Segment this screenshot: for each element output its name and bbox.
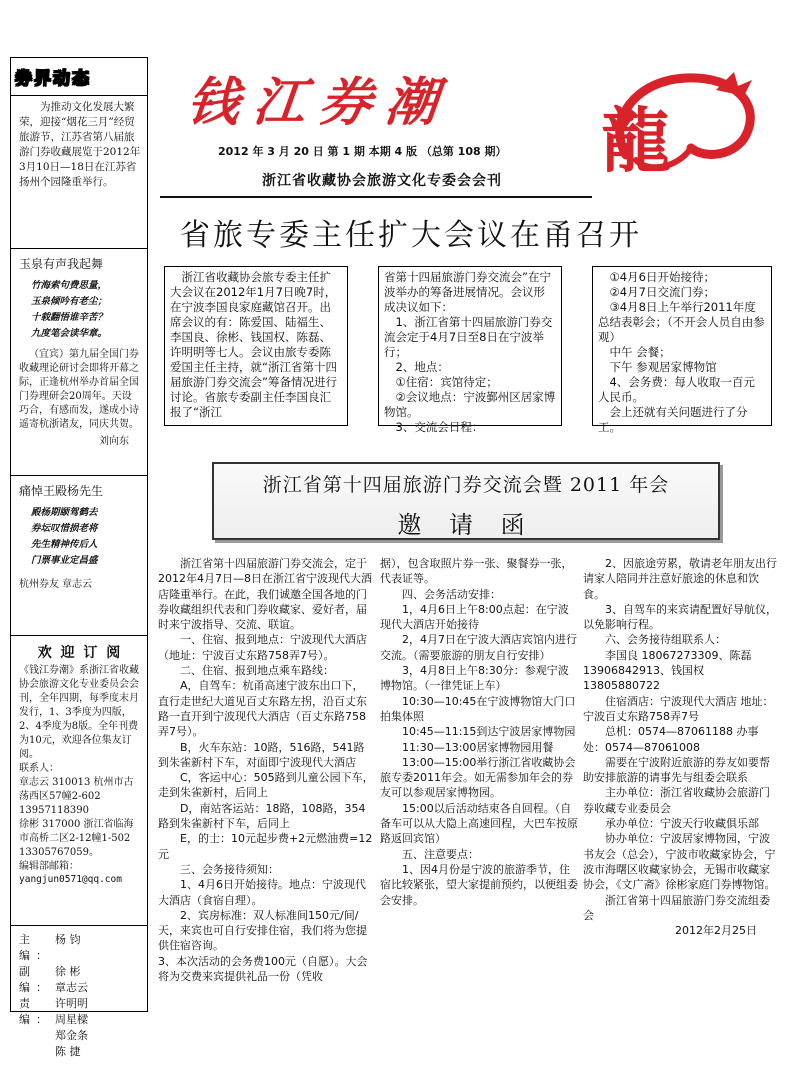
- poem-line: 九度笔会读华章。: [31, 328, 108, 339]
- staff-list: [11, 926, 147, 1066]
- poem-line: 门票事业定昌盛: [31, 555, 98, 566]
- poem-title: 痛悼王殿杨先生: [19, 484, 104, 498]
- poem-title: 玉泉有声我起舞: [19, 257, 104, 271]
- news-body: 为推动文化发展大繁荣，迎接“烟花三月”经贸旅游节，江苏省第八届旅游门券收藏展览于2012年3月10日—18日在江苏省扬州个园隆重举行。: [11, 96, 147, 249]
- poem-line: 先生精神传后人: [31, 539, 98, 550]
- body-column-2: 据），包含取照片券一张、聚餐券一张，代表证等。 四、会务活动安排： 1，4月6日上午8:00点起：在宁波现代大酒店开始接待 2，4月7日在宁波大酒店宾馆内进行交流。（需要旅游的朋友自行安排） 3，4月8日上午8:30分：参观宁波博物馆。（一律凭证上车） 10:30—10:45在宁波博物馆大门口拍集体照 10:45—11:15到达宁波居家博物园 11:30—13:00居家博物园用餐 13:00—15:00举行浙江省收藏协会旅专委2011年会。如无需参加年会的券友可以参观居家博物园。 15:00以后活动结束各自回程。（自备车可以从大隐上高速回程，大巴车按原路返回宾馆） 五、注意要点： 1、因4月份是宁波的旅游季节，住宿比较紧张，望大家提前预约，以便组委会安排。: [380, 557, 578, 907]
- poem-block-1: [11, 249, 147, 476]
- news-heading: 券界动态: [11, 58, 147, 96]
- sidebar: [10, 57, 148, 1058]
- subscribe-body: 《钱江券潮》系浙江省收藏协会旅游文化专业委员会会刊，全年四期，每季度末月发行，1、3季度为四版，2、4季度为8版。全年刊费为10元，欢迎各位集友订阅。: [19, 665, 139, 760]
- contact-label: 联系人：: [19, 763, 59, 774]
- masthead-subtitle: 浙江省收藏协会旅游文化专委会会刊: [262, 173, 502, 189]
- banner-title: 浙江省第十四届旅游门券交流会暨 2011 年会: [262, 474, 670, 496]
- contact-1: 章志云 310013 杭州市古荡西区57幢2-602 13957118390: [19, 777, 134, 816]
- article-text: 浙江省收藏协会旅专委主任扩大会议在2012年1月7日晚7时，在宁波李国良家庭藏馆召开。出席会议的有：陈爱国、陆福生、李国良、徐彬、钱国权、陈磊、许明明等七人。会议由旅专委陈爱国主任主持，就“浙江省第十四届旅游门券交流会”筹备情况进行讨论。省旅专委副主任李国良汇报了“浙江: [170, 270, 337, 419]
- subscribe-title: 欢 迎 订 阅: [37, 645, 123, 661]
- email-address[interactable]: yangjun0571@qq.com: [19, 874, 122, 885]
- poem-author: 刘向东: [99, 436, 129, 447]
- masthead-rule: [160, 196, 592, 198]
- email-label: 编辑部邮箱：: [19, 861, 79, 872]
- poem-line: 竹海索句费思量，: [31, 280, 108, 291]
- body-column-3: 2、因旅途劳累，敬请老年朋友出行请家人陪同并注意好旅途的休息和饮食。 3、自驾车的来宾请配置好导航仪，以免影响行程。 六、会务接待组联系人： 李国良 18067273309、陈磊 13906842913、钱国权 13805880722 住宿酒店：宁波现代大酒店 地址：宁波百丈东路758弄7号 总机：0574—87061188 办事处：0574—87061008 需要在宁波附近旅游的券友如要帮助安排旅游的请事先与组委会联系 主办单位：浙江省收藏协会旅游门券收藏专业委员会 承办单位：宁波天行收藏俱乐部 协办单位：宁波居家博物园，宁波书友会（总会），宁波市收藏家协会，宁波市海曙区收藏家协会，无锡市收藏家协会，《文广斋》徐彬家庭门券博物馆。 浙江省第十四届旅游门券交流组委会 2012年2月25日: [583, 557, 777, 938]
- poem-line: 券坛叹惜损老将: [31, 523, 98, 534]
- banner-subtitle: 邀 请 函: [397, 511, 535, 539]
- poem-author: 杭州券友 章志云: [19, 579, 93, 590]
- dragon-character: 龍: [601, 99, 671, 182]
- body-column-1: 浙江省第十四届旅游门券交流会，定于2012年4月7日—8日在浙江省宁波现代大酒店隆重举行。在此，我们诚邀全国各地的门券收藏组织代表和门券收藏家、爱好者，届时来宁波指导、交流、联谊。 一、住宿、报到地点：宁波现代大酒店（地址：宁波百丈东路758弄7号）。 二、住宿、报到地点乘车路线： A，自驾车：杭甬高速宁波东出口下，直行走世纪大道见百丈东路左拐，沿百丈东路一直开到宁波现代大酒店（百丈东路758弄7号）。 B，火车东站：10路，516路，541路到朱雀新村下车，对面即宁波现代大酒店 C，客运中心：505路到儿童公园下车，走到朱雀新村，后同上 D，南站客运站：18路，108路，354路到朱雀新村下车，后同上 E，的士：10元起步费+2元燃油费=12元 三、会务接待须知： 1、4月6日开始接待。地点：宁波现代大酒店（食宿自理）。 2、宾房标准：双人标准间150元/间/天，来宾也可自行安排住宿，我们将为您提供住宿咨询。 3、本次活动的会务费100元（自愿）。大会将为交费来宾提供礼品一份（凭收: [158, 557, 374, 984]
- staff-row: 副 编： 徐 彬 章志云: [19, 965, 88, 994]
- invitation-banner: [212, 462, 720, 540]
- staff-row: 主 编： 杨 钧: [19, 933, 81, 962]
- poem-line: 殿杨期颐驾鹤去: [31, 507, 98, 518]
- staff-row: 责 编： 许明明 周星樑 郑金条 陈 捷: [19, 997, 88, 1058]
- poem-note: （宜宾）第九届全国门券收藏理论研讨会即将开幕之际，正逢杭州举办首届全国门券理研会20周年。天设巧合，有感而发，遂成小诗遥寄杭浙诸友，同庆共贺。: [19, 349, 139, 430]
- poem-line: 玉泉倾吟有老尘；: [31, 296, 108, 307]
- article-box-2: 省第十四届旅游门券交流会”在宁波举办的筹备进展情况。会议形成决议如下： 1、浙江省第十四届旅游门券交流会定于4月7日至8日在宁波举行； 2、地点： ①住宿：宾馆待定； ②会议地点：宁波鄞州区居家博物馆。 3、交流会日程：: [378, 266, 562, 426]
- dragon-logo-icon: [596, 60, 766, 180]
- issue-info: 2012 年 3 月 20 日 第 1 期 本期 4 版 （总第 108 期）: [218, 145, 507, 158]
- masthead-title: 钱江券潮: [184, 72, 455, 133]
- poem-line: 十载翻悟谁辛苦？: [31, 312, 108, 323]
- poem-block-2: [11, 476, 147, 636]
- article-box-3: ①4月6日开始接待； ②4月7日交流门券； ③4月8日上午举行2011年度总结表彰会；（不开会人员自由参观） 中午 会餐； 下午 参观居家博物馆 4、会务费：每人收取一百元人民币。 会上还就有关问题进行了分工。: [592, 266, 772, 426]
- headline: 省旅专委主任扩大会议在甬召开: [180, 218, 642, 253]
- article-box-1: [164, 266, 348, 426]
- subscribe-block: [11, 636, 147, 926]
- contact-2: 徐彬 317000 浙江省临海市高桥二区2-12幢1-502 13305767059。: [19, 819, 134, 858]
